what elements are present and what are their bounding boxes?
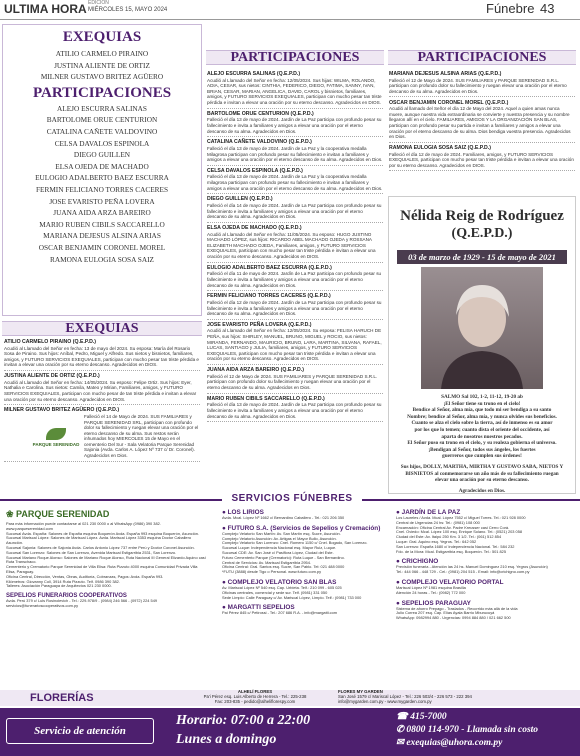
participaciones-right-title: PARTICIPACIONES [388,50,576,65]
parque-serenidad-logo: PARQUE SERENIDAD [30,428,82,458]
memorial-line: guerreros que cumplen sus órdenes! [442,453,522,460]
edition-label: EDICIÓN [88,0,109,6]
participaciones-mid-title: PARTICIPACIONES [206,50,384,65]
notice-name: ATILIO CARMELO PIRAINO (Q.E.P.D.) [4,339,97,345]
notice-name: EULOGIO ADALBERTO BAEZ ESCURRA (Q.E.P.D.) [207,264,332,271]
memorial-line: elevar una oración por su eterno descanso. [435,477,529,484]
provider-line: *FUTU (3888) desde Tigo o Personal. www.futuro.com.py [222,569,322,575]
portrait-image [421,267,543,389]
provider-line: Cnel. Oviedo: Mcal. López 100 esq. Enrique Solano. Tel.: (0521) 203 058 [396,529,523,535]
memorial-line: aparta de nosotros nuestros pecados. [441,433,523,440]
index-name: MARIO RUBEN CIBILS SACCARELLO [39,219,165,229]
notice-text: Acudió al Llamado del Señor en fecha: 12/05/2024. Su esposa: FELISA HARUCH DE PEÑA, sus hijos: SHIRLEY, MANUEL, BRUNO, MIGUEL y ROCIO, sus nietos: MIRANDA, FERNANDO, MAURICIO, BRUNO, LARA, MARTINA, SILVANA, RAFAEL, LUCAS, SANTIAGO y JULIA, familiares, amigos, y FUTURO SERVICIOS EXEQUIALES, participan con mucho pesar tan triste pérdida e invitan a elevar una oración por su eterno descanso. Agradecidos en DIOS. [207,328,382,362]
exequias-name-list [3,48,201,83]
notice-entry [207,226,383,263]
index-name: CELSA DAVALOS ESPINOLA [54,138,150,148]
alheli-fax: Fax: 203-835 - pedido@alheliflorespy.com [214,698,296,704]
service-provider [396,600,576,621]
memorial-text [397,394,567,494]
services-right-column [396,509,576,625]
service-line: Kilómetros: Giovanny Coll, 3914 Ruta Pizzuto. Telf. 0986 390 382. [6,578,120,584]
notice-text: Falleció el día 13 de mayo de 2024. Jardín de La Paz y la cooperativa medalla Milagrosa participan con profundo pesar su fallecimiento e invitan a familiares y amigos a elevar una oración por el eterno descanso de su alma. Agradecidos en Dios. [207,145,383,163]
provider-line: Luque: Gral. Aquino esq. Yegros. Tel.: 642 052 [396,538,477,544]
index-name: JOSE EVARISTO PEÑA LOVERA [49,196,155,206]
provider-line: WhatsApp: 0982994 880 - Urgencias: 0994 884 880 / 021 662 500 [396,615,511,621]
notice-text: Falleció el día 12 de mayo de 2024. Familiares, amigos, y FUTURO SERVICIOS EXEQUIALES, participan con mucho pesar tan triste pérdida e invitan a elevar una oración por su eterno descanso. Agradecidos en DIOS. [389,151,574,168]
notice-entry [389,72,575,97]
notice-text: Acudió al Llamado del Señor en fecha: 13 de mayo del 2024. Su esposa: María del Rosario Sosa de Piraino. Sus hijos: Aníbal, Pedro, Miguel y Alfredo. Sus nietos y bisnietos, familiares, amigos, y FUTURO SERVICIOS EXEQUIALES, participan con mucho pesar tan triste pérdida e invitan a elevar una oración por su eterno descanso. Agradecidos en DIOS. [4,345,199,368]
notice-name: MARIANA DEJESUS ALSINA ARIAS (Q.E.P.D.) [389,71,502,77]
service-line: Sucursal Sajonia: Salones de Sajonia Avda. Carlos Antonio López 737 entre Perú y Doctor Coronel Asunción. [6,544,195,550]
memorial-line: Agradecidos en Dios. [458,487,506,494]
notice-entry [207,368,383,393]
phone-row [396,711,578,724]
service-provider [222,579,390,600]
provider-line: San Lorenzo: España 1680 c/ Independencia Nacional. Tel.: 584 232 [396,543,515,549]
service-provider [222,604,390,616]
page-number: 43 [540,1,555,16]
exequias-index-title: EXEQUIAS [62,29,142,45]
phone-icon: ☎ [396,712,411,722]
notice-text: Falleció el día 13 de mayo de 2024. Jardín de La Paz y la cooperativa medalla milagrosa participan con profundo pesar su fallecimiento e invitan a familiares y amigos a elevar una oración por el eterno descanso de su alma. Agradecidos en Dios. [207,174,383,191]
notice-name: BARTOLOME ORUE CENTURION (Q.E.P.D.) [207,110,314,117]
service-days: Lunes a domingo [176,732,277,747]
memorial-notice [388,196,576,494]
florerias-title: FLORERÍAS [30,692,94,704]
freephone-row [396,724,578,737]
provider-line: Ciudad del Este: Av. Itaipú 250 Km. 3 1/2. Tel.: (061) 512 854 [396,534,502,540]
exequias-section-title: EXEQUIAS [2,321,202,336]
memorial-name: Nélida Reig de Rodríguez [400,208,564,224]
notice-name: RAMONA EULOGIA SOSA SAIZ (Q.E.P.D.) [389,144,491,151]
notice-entry [207,169,383,194]
provider-line: Sucursal Luque: Independencia Nacional esq. Mayor Ruiz, Luque. [222,545,337,551]
notice-text: Falleció el día 12 de mayo de 2024. Jardín de La Paz participa con profundo pesar su fallecimiento e invita a familiares y amigos a elevar una oración por el eterno descanso de su alma. Agradecidos en Dios. [207,299,382,317]
provider-line: Av. Mariscal López Nº 540 esq. Cap. Urbieta. Telf.: 210 099 - 605 025 [222,584,342,590]
notice-text: Falleció el 12 de Mayo de 2024. SUS FAMILIARES y PARQUE SERENIDAD S.R.L. participan con profundo dolor su fallecimiento y ruegan elevar una oración por el eterno descanso de su alma. Agradecidos en Dios. [207,373,378,390]
leaf-icon: ❀ [6,509,17,519]
services-section [0,493,580,687]
service-provider [222,525,390,575]
provider-name: ● COMPLEJO VELATORIO SAN BLAS [222,578,337,586]
notice-entry [389,146,575,171]
provider-line: Central de Urgencias 24 hs: Tel.: (0981) 108 000 [396,519,480,525]
service-line: Sucursal Mariscal López: Salones de Mariscal López. Avda. Mariscal López 3353 esquina Doctor Caballero Asunción. [6,535,192,546]
index-name: CATALINA CAÑETE VALDOVINO [46,126,158,136]
email-link[interactable]: exequias@uhora.com.py [406,738,503,748]
index-name: RAMONA EULOGIA SOSA SAIZ [50,254,154,264]
provider-line: Atención 24 horas - Tel.: (0982) 772 000 [396,589,466,595]
provider-name: ● FUTURO S.A. (Servicios de Sepelios y Cremación) [222,524,381,532]
notice-entry [207,266,383,291]
provider-line: Complejo Velatorio San Lorenzo: Cnel. Romero 1150 c/ Cnel. Bogado, San Lorenzo. [222,540,368,546]
notice-entry [207,197,383,222]
service-bar [0,708,580,756]
service-label: Servicio de atención [6,718,154,744]
notice-name: FERMIN FELICIANO TORRES CACERES (Q.E.P.D.) [207,293,331,300]
notice-entry [207,323,383,365]
service-line: www.parqueserenidad.com [6,525,53,531]
provider-name: ● CRICHIGNO [396,558,439,566]
freephone-link[interactable]: 0800 114-970 - Llamada sin costo [406,725,539,735]
provider-line: Sucursal CDE: Av. San José c/ Pasiflora López, Ciudad del Este. [222,549,334,555]
notice-name: JUSTINA ALIENTE DE ORTIZ (Q.E.P.D.) [4,373,100,380]
garden-name: FLORES MY GARDEN [338,689,383,694]
memorial-qepd: (Q.E.P.D.) [451,226,513,241]
parque-block [6,509,206,609]
notice-entry [4,340,200,371]
index-name: ELSA OJEDA DE MACHADO [55,161,149,171]
notice-text: Acudió al Llamado del Señor en fecha: 12/05/2024. Sus hijas: WILMA, ROLANDO, ADIA, CESAR, sus nietos: CINTHIA, FEDERICO, DIEGO, FATIMA, SANNY, IVAN, BRIAN, CESAR, MARIAN, ANGELICA, DAVID, CAROL y bisnietos, familiares, amigos, y FUTURO SERVICIOS EXEQUIALES, participan con mucho pesar tan triste pérdida e invitan a elevar una oración por su eterno descanso. Agradecidos en DIOS. [207,77,382,105]
notice-name: JOSE EVARISTO PEÑA LOVERA (Q.E.P.D.) [207,321,312,328]
alheli-address: Pa'i Pérez esq. Luis Alberto de Herrera - Tel.: 225-238 [203,693,307,699]
index-name: JUANA AIDA ARZA BAREIRO [53,208,151,218]
index-name: MILNER GUSTAVO BRITEZ AGÜERO [40,72,164,82]
provider-line: Mariscal López Nº 1981 esquina Brasilia [396,584,466,590]
provider-line: Oficinas centrales, comercial y sede sur. Telf. (0981) 331 050 [222,589,328,595]
memorial-line: BISNIETOS al conmemorarse un año más de su fallecimiento ruegan [405,470,559,477]
memorial-verse: SALMO Sal 102, 1-2, 11-12, 19-20 ab [441,394,523,400]
memorial-line: El Señor puso su trono en el cielo, y su realeza gobierna el universo. [407,440,557,447]
notice-name: JUANA AIDA ARZA BAREIRO (Q.E.P.D.) [207,367,304,374]
coop-name: SEPELIOS FUNERARIOS COOPERATIVOS [6,593,127,600]
provider-line: Tel.: 444 066 - 448 729 - Cel.: (0981) 204 515 - Email: info@crichigno.com.py [396,569,530,575]
participaciones-name-list [3,103,201,265]
notice-entry [389,101,575,143]
notice-name: CELSA DAVALOS ESPINOLA (Q.E.P.D.) [207,167,303,174]
service-line: Avda. Perú 379 c/ Luis Rosinolevich - Tel.: 229-978/9 - (0984) 246 566 - (0972) 224 549 [6,598,158,604]
service-line: Para más información puede contactarse al 021 230 0000 o al WhatsApp (0986) 390 382. [6,521,161,526]
index-box [2,24,202,316]
provider-line: Central de Servicios: Av. Mariscal Estigarribia 2954. [222,559,311,565]
service-line: Talleres: Asociación Paraguaya de Arquitectos 021 230 0000. [6,583,112,589]
garden-email: info@mygarden.com.py - www.mygarden.com.py [338,698,432,704]
mail-icon: ✉ [396,738,407,748]
services-title: SERVICIOS FÚNEBRES [222,493,362,507]
provider-line: Fdo. de la Mora: Mcal. Estigarribia esq. Boquerón. Tel.: 501 825 [396,548,507,554]
provider-name: ● COMPLEJO VELATORIO PORTAL [396,578,504,586]
florerias-bar [0,690,580,706]
provider-name: ● LOS LIRIOS [222,509,264,516]
email-row [396,737,578,750]
parque-name: ❀ PARQUE SERENIDAD [6,509,110,519]
index-name: ALEJO ESCURRA SALINAS [56,103,147,113]
memorial-line: Cuanto se alza el cielo sobre la tierra, así de inmenso es su amor [411,420,553,427]
provider-line: Complejo Velatorio Asunción: Av. Artigas e/ Mayor Bullo, Asunción. [222,535,337,541]
index-name: EULOGIO ADALBERTO BAEZ ESCURRA [35,173,169,183]
category-name: Fúnebre [486,1,535,16]
provider-name: ● JARDÍN DE LA PAZ [396,509,461,516]
provider-line: Julio Correa 207 esq. Cap. Elías Ayala Barrio Mburucuyá [396,610,495,616]
participaciones-right-column [389,72,575,174]
notice-entry [4,374,200,405]
service-provider [396,509,576,554]
section-name: ULTIMA HORA [4,2,87,16]
service-provider [396,558,576,575]
alheli-name: ALHELÍ FLORES [237,689,273,694]
provider-line: Previsión funeraria - Atención las 24 hs. Manuel Dominguez 210 esq. Yegros (Asunción) [396,564,548,570]
provider-name: ● SEPELIOS PARAGUAY [396,599,471,607]
phone-link[interactable]: 415-7000 [410,712,447,722]
service-line: Oficina Central, Dirección, Ventas, Obras, Auditoría, Cobranzas, Pagos: Avda. España 993. [6,573,164,579]
leaf-icon [46,428,66,440]
participaciones-mid-column [207,72,383,425]
notice-text: Falleció el día 14 de mayo de 2024. Jardín de La Paz participa con profundo pesar su fallecimiento e invita a familiares y amigos a elevar una oración por el eterno descanso de su alma. Agradecidos en Dios. [207,203,382,220]
provider-line: Complejo Velatorio San Martín: Av. San Martín esq. Sucre, Asunción. [222,530,341,536]
provider-name: ● MARGATTI SEPELIOS [222,604,295,612]
page-header [0,0,580,20]
notice-text: Falleció el día 11 de mayo de 2024. Jardín de La Paz participa con profundo pesar su fallecimiento e invita a familiares y amigos a elevar una oración por el eterno descanso de su alma. Agradecidos en Dios. [207,271,382,288]
notice-name: ELSA OJEDA DE MACHADO (Q.E.P.D.) [207,225,302,231]
index-name: FERMIN FELICIANO TORRES CACERES [35,184,169,194]
provider-line: Futuro Cementerio Parque (Crematorio): Ruta Luque - San Bernardino. [222,554,345,560]
service-line: Sucursal San Lorenzo: Salones de San Lorenzo, Avenida Mariscal Estigarribia 2531, San Lorenzo. [6,549,177,555]
index-name: DIEGO GUILLEN [73,150,131,160]
service-hours: Horario: 07:00 a 22:00 [176,713,311,728]
service-provider [396,579,576,596]
memorial-line: Nombre; bendice al Señor, alma mía, y nunca olvides sus beneficios. [407,413,557,420]
notice-entry [207,397,383,422]
garden-address: San José 1579 c/ Mariscal López - Tel.: 226 503/4 - 226 573 - 222 394 [338,693,472,699]
service-line: servicios@funerarioscooperativos.com.py [6,602,79,608]
memorial-line: Sus hijos, DOLLY, MARTHA, MIRTHA Y GUSTAVO SABA, NIETOS Y [400,463,564,470]
notice-text: Acudió al llamado del Señor el día 12 de Mayo del 2024. Aquel a quien amas nunca muere, aunque nuestra vida extraordinaria se convierte y nuestra presencia y su nombre llegaron allí en el cielo. FAMILIARES, AMIGOS Y LA ORGANIZACIÓN SAN BLAS, participan con profundo pesar su partida e invitan a familiares y amigos a elevar una oración por el eterno descanso de su alma. Dios bendiga vuestra presencia. Agradecidos en Dios. [389,106,571,140]
notice-entry [207,294,383,319]
notice-entry [207,140,383,165]
notice-name: CATALINA CAÑETE VALDOVINO (Q.E.P.D.) [207,139,312,146]
notice-name: DIEGO GUILLEN (Q.E.P.D.) [207,196,273,203]
service-line: Cementerio y Crematorio Parque Serenidad de Villa Elisa: Ruta Pizzuto 4000 esquina Comunidad Privada Villa Elisa, Paraguay. [6,564,198,574]
notice-text: Acudió al Llamado del Señor en fecha: 14/05/2024. Su esposo: Felipe Ortiz. Sus hijos: Eyer, Nathalia e Carolina. Sus nietos: Camila, Mateo y Mirian, Familiares, amigos, y FUTURO SERVICIOS EXEQUIALES, participan con mucho pesar de tan triste pérdida e invitan a elevar una oración por su eterno descanso. Agradecidos en DIOS. [4,379,197,402]
index-name: ATILIO CARMELO PIRAINO [55,49,149,58]
memorial-line: Bendice al Señor, alma mía, que todo mi ser bendiga a su santo [412,407,552,414]
memorial-line: ¡Bendigan al Señor, todos sus ángeles, los fuertes [428,446,536,453]
phone-icon: ✆ [396,725,407,735]
notice-text: Falleció el día 13 de mayo de 2024. Jardín de La Paz participa con profundo pesar su fallecimiento e invita a familiares y amigos a elevar una oración por el eterno descanso de su alma. Agradecidos en Dios. [207,117,382,134]
notice-name: OSCAR BENJAMIN CORONEL MOREL (Q.E.P.D.) [389,99,509,106]
issue-date: MIÉRCOLES 15, MAYO 2024 [88,7,168,13]
notice-name: MILNER GUSTAVO BRITEZ AGÜERO (Q.E.P.D.) [4,407,120,414]
index-name: JUSTINA ALIENTE DE ORTIZ [54,60,150,70]
index-name: OSCAR BENJAMIN CORONEL MOREL [38,242,166,252]
notice-text: Falleció el día 13 de mayo de 2024. Jardín de La Paz participa con profundo pesar su fallecimiento e invita a familiares y amigos a elevar una oración por el eterno descanso de su alma. Agradecidos en Dios. [207,402,382,419]
service-line: Sucursal Mariano Roque Alonso: Salones de Mariano Roque Alonso, Ruta Nacional III General Elizardo Aquino casi Ruta Transchaco. [6,554,206,565]
provider-line: Sistema de ahorro Prepago - Traslados - Recorrido más allá de la vida [396,605,518,611]
provider-line: Sede Limpio: Calle Paraguay c/ Av. Mariscal López, Limpio. Telf.: (0981) 733 000 [222,594,362,600]
memorial-line: ¡El Señor tiene su trono en el cielo! [443,400,521,407]
notice-name: ALEJO ESCURRA SALINAS (Q.E.P.D.) [207,71,301,77]
participaciones-index-title: PARTICIPACIONES [32,84,172,101]
index-name: MARIANA DEJESUS ALSINA ARIAS [43,231,161,241]
service-line: Sucursal Avda. España: Salones de España esquina Boquerón Avda. España 993 esquina Boquerón, Asunción. [6,530,200,536]
notice-entry [207,112,383,137]
memorial-line: por los que lo temen; cuanto dista el oriente del occidente, así [414,426,550,433]
memorial-photo [421,267,543,389]
notice-text: Acudió al Llamado del Señor en fecha: 11/05/2024. Su esposo: HUGO JUSTINO MACHADO LÓPEZ, sus hijos: RICARDO ABEL MACHADO OJEDA y ROSSANA ELIZABETH MACHADO OJEDA, Familiares, amigos, y FUTURO SERVICIOS EXEQUIALES, participan con mucho pesar tan triste pérdida e invitan a elevar una oración por su eterno descanso. Agradecidos en DIOS. [207,231,376,259]
provider-line: Avda. Mcal. López Nº 1662 c/ Bernardino Caballero - Tel.: 021 206 350 [222,515,345,520]
notice-name: MARIO RUBEN CIBILS SACCARELLO (Q.E.P.D.) [207,395,325,402]
provider-line: Los Laureles / Avda. Mcal. López 7552 c/ Miguel Torres. Tel.: 021 928 0000 [396,515,526,520]
memorial-dates: 03 de marzo de 1929 - 15 de mayo de 2021 [397,250,567,264]
provider-line: Oficina Central: Gral. Santos esq. Sucre, San Pablo. Tel: 021 488 0000 [222,564,345,570]
service-provider [222,509,390,521]
services-mid-column [222,509,390,620]
index-name: BARTOLOME ORUE CENTURION [46,115,158,125]
provider-line: Pai Pérez 845 c/ Petirossi - Tel.: 207 686 R.A. - info@margatti.com [222,610,338,616]
provider-line: Encarnación: Oficina Central Av. Padre Kreusser casi Cerro Corá. [396,524,510,530]
notice-text: Falleció el 14 de Mayo de 2024. SUS FAMILIARES y PARQUE SERENIDAD SRL, participan con profundo dolor su fallecimiento y ruegan elevar una oración por el eterno descanso de su alma. Sus restos serán inhumados hoy MIERCOLES 15 de Mayo en el cementerio Del Sur - Sala Velatoria Parque Serenidad Sajonia (Avda. Carlos A. López Nº 737 c/ Dr. Coronel). Agradecidos en Dios. [84,413,199,459]
notice-text: Falleció el 12 de Mayo de 2024. SUS FAMILIARES y PARQUE SERENIDAD S.R.L. participan con profundo dolor su fallecimiento y ruegan elevar una oración por el eterno descanso de su alma. Agradecidos en Dios. [389,77,567,94]
notice-entry [207,72,383,109]
